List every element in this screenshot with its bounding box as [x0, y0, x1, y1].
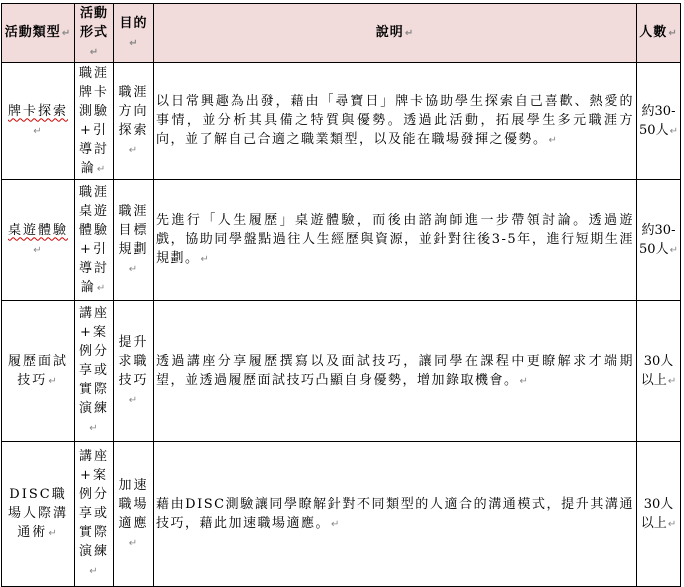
- header-participant-count: 人數↵: [637, 4, 681, 63]
- header-goal: 目的↵: [114, 4, 154, 63]
- cell-activity-type: 牌卡探索↵: [2, 63, 75, 180]
- cell-activity-type: 桌遊體驗↵: [2, 180, 75, 301]
- cell-participant-count: 30人以上↵: [637, 442, 681, 587]
- cell-goal: 職涯目標規劃↵: [114, 180, 154, 301]
- document-page: [1, 3, 680, 587]
- cell-description: 以日常興趣為出發，藉由「尋寶日」牌卡協助學生探索自己喜歡、熱愛的事情，並分析其具備之特質與優勢。透過此活動，拓展學生多元職涯方向，並了解自己合適之職業類型，以及能在職場發揮之優勢。↵: [154, 63, 637, 180]
- cell-goal: 提升求職技巧↵: [114, 301, 154, 442]
- cell-activity-form: 職涯牌卡測驗+引導討論↵: [75, 63, 114, 180]
- cell-activity-form: 職涯桌遊體驗+引導討論↵: [75, 180, 114, 301]
- cell-participant-count: 30人以上↵: [637, 301, 681, 442]
- cell-participant-count: 約30-50人↵: [637, 63, 681, 180]
- cell-activity-type: 履歷面試技巧↵: [2, 301, 75, 442]
- table-row: [2, 63, 681, 180]
- table-row: [2, 442, 681, 587]
- cell-activity-form: 講座+案例分享或實際演練↵: [75, 442, 114, 587]
- table-row: [2, 180, 681, 301]
- cell-participant-count: 約30-50人↵: [637, 180, 681, 301]
- activity-table: [1, 3, 681, 587]
- cell-goal: 職涯方向探索↵: [114, 63, 154, 180]
- cell-activity-form: 講座+案例分享或實際演練↵: [75, 301, 114, 442]
- header-description: 說明↵: [154, 4, 637, 63]
- header-activity-type: 活動類型↵: [2, 4, 75, 63]
- table-row: [2, 301, 681, 442]
- cell-goal: 加速職場適應↵: [114, 442, 154, 587]
- cell-description: 透過講座分享履歷撰寫以及面試技巧，讓同學在課程中更瞭解求才端期望，並透過履歷面試技巧凸顯自身優勢，增加錄取機會。↵: [154, 301, 637, 442]
- header-activity-form: 活動形式↵: [75, 4, 114, 63]
- cell-description: 先進行「人生履歷」桌遊體驗，而後由諮詢師進一步帶領討論。透過遊戲，協助同學盤點過往人生經歷與資源，並針對往後3-5年，進行短期生涯規劃。↵: [154, 180, 637, 301]
- cell-description: 藉由DISC測驗讓同學瞭解針對不同類型的人適合的溝通模式，提升其溝通技巧，藉此加速職場適應。↵: [154, 442, 637, 587]
- cell-activity-type: DISC職場人際溝通術↵: [2, 442, 75, 587]
- table-header-row: [2, 4, 681, 63]
